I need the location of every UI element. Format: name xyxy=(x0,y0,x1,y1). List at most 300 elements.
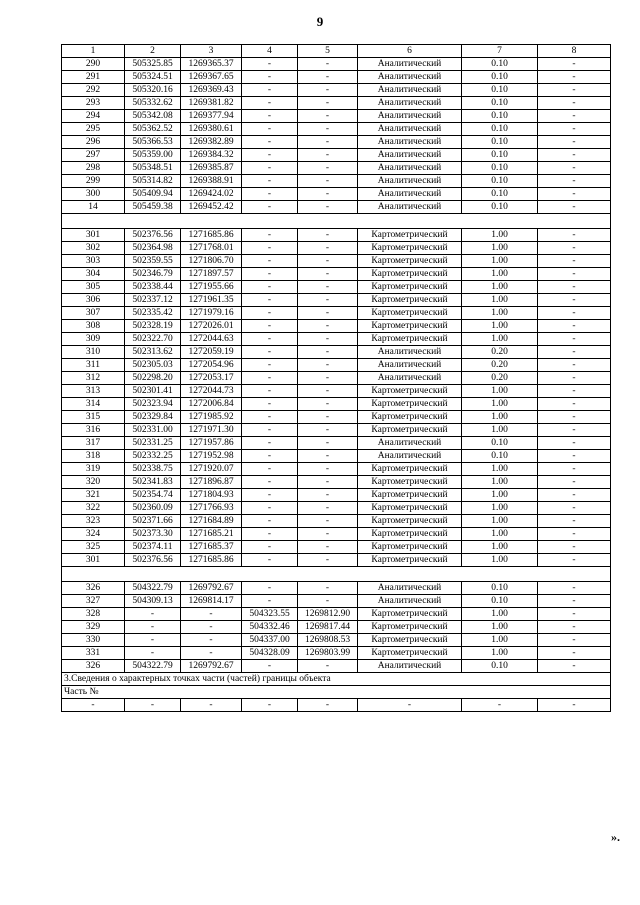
table-cell: - xyxy=(298,450,358,463)
table-cell: - xyxy=(242,136,298,149)
table-cell: - xyxy=(538,149,611,162)
table-cell: Картометрический xyxy=(358,333,462,346)
table-cell: - xyxy=(242,541,298,554)
table-cell: 0.10 xyxy=(462,595,538,608)
table-cell: 1271979.16 xyxy=(181,307,242,320)
table-cell: - xyxy=(462,699,538,712)
table-cell: 308 xyxy=(62,320,125,333)
table-cell: 502338.44 xyxy=(125,281,181,294)
table-cell: 1269424.02 xyxy=(181,188,242,201)
table-cell: 1269803.99 xyxy=(298,647,358,660)
table-cell: Аналитический xyxy=(358,437,462,450)
table-cell: 1271896.87 xyxy=(181,476,242,489)
table-cell: 330 xyxy=(62,634,125,647)
table-cell: 1 xyxy=(62,45,125,58)
table-cell: 504323.55 xyxy=(242,608,298,621)
table-cell: - xyxy=(298,699,358,712)
table-cell: 1269388.91 xyxy=(181,175,242,188)
table-cell: - xyxy=(242,463,298,476)
table-cell: - xyxy=(538,372,611,385)
table-cell: - xyxy=(242,398,298,411)
table-cell: - xyxy=(181,699,242,712)
table-cell: - xyxy=(538,476,611,489)
table-row xyxy=(62,595,611,608)
table-cell: - xyxy=(298,320,358,333)
table-cell: - xyxy=(242,699,298,712)
table-cell: - xyxy=(181,634,242,647)
table-row xyxy=(62,307,611,320)
table-cell: 291 xyxy=(62,71,125,84)
table-cell: 0.10 xyxy=(462,110,538,123)
table-cell: 1271952.98 xyxy=(181,450,242,463)
table-cell: - xyxy=(298,541,358,554)
table-row xyxy=(62,621,611,634)
table-cell: 1269369.43 xyxy=(181,84,242,97)
table-row xyxy=(62,97,611,110)
table-cell: 1269792.67 xyxy=(181,660,242,673)
table-row xyxy=(62,175,611,188)
table-cell: 1271804.93 xyxy=(181,489,242,502)
table-cell: 502371.66 xyxy=(125,515,181,528)
table-cell: - xyxy=(298,595,358,608)
table-cell: 329 xyxy=(62,621,125,634)
table-cell: - xyxy=(538,541,611,554)
table-cell: - xyxy=(538,699,611,712)
table-row xyxy=(62,372,611,385)
table-cell: 505324.51 xyxy=(125,71,181,84)
table-row xyxy=(62,647,611,660)
table-cell: Аналитический xyxy=(358,346,462,359)
table-cell: Аналитический xyxy=(358,359,462,372)
table-cell: - xyxy=(538,97,611,110)
table-cell: - xyxy=(538,84,611,97)
table-cell: 504328.09 xyxy=(242,647,298,660)
table-cell: - xyxy=(242,385,298,398)
table-cell: 0.10 xyxy=(462,71,538,84)
table-cell: 294 xyxy=(62,110,125,123)
table-cell: 504322.79 xyxy=(125,582,181,595)
table-cell: 1272059.19 xyxy=(181,346,242,359)
table-cell: 502341.83 xyxy=(125,476,181,489)
table-cell: - xyxy=(298,201,358,214)
table-cell: Картометрический xyxy=(358,515,462,528)
table-row xyxy=(62,398,611,411)
table-cell: 505332.62 xyxy=(125,97,181,110)
table-cell: 1.00 xyxy=(462,281,538,294)
table-cell: Картометрический xyxy=(358,411,462,424)
table-cell: - xyxy=(298,437,358,450)
table-cell: - xyxy=(298,175,358,188)
table-cell: 1269365.37 xyxy=(181,58,242,71)
table-cell: 323 xyxy=(62,515,125,528)
table-cell: 502301.41 xyxy=(125,385,181,398)
table-cell: - xyxy=(538,437,611,450)
table-cell: Картометрический xyxy=(358,541,462,554)
table-cell: 298 xyxy=(62,162,125,175)
table-cell: Картометрический xyxy=(358,463,462,476)
blank-cell xyxy=(62,214,125,229)
table-cell: - xyxy=(242,320,298,333)
table-cell: - xyxy=(538,515,611,528)
table-cell: - xyxy=(242,437,298,450)
table-cell: 1.00 xyxy=(462,242,538,255)
blank-cell xyxy=(462,214,538,229)
table-cell: - xyxy=(242,84,298,97)
table-cell: 505359.00 xyxy=(125,149,181,162)
table-cell: - xyxy=(298,84,358,97)
table-row xyxy=(62,123,611,136)
table-cell: - xyxy=(298,188,358,201)
table-cell: 1.00 xyxy=(462,489,538,502)
table-cell: 1.00 xyxy=(462,229,538,242)
table-cell: 312 xyxy=(62,372,125,385)
table-cell: - xyxy=(242,359,298,372)
table-cell: - xyxy=(538,450,611,463)
table-cell: 0.10 xyxy=(462,123,538,136)
table-cell: - xyxy=(242,123,298,136)
table-cell: 0.10 xyxy=(462,136,538,149)
table-cell: 327 xyxy=(62,595,125,608)
table-row xyxy=(62,359,611,372)
table-cell: - xyxy=(538,634,611,647)
table-cell: - xyxy=(242,450,298,463)
table-cell: Аналитический xyxy=(358,110,462,123)
table-cell: - xyxy=(242,242,298,255)
table-cell: 1.00 xyxy=(462,621,538,634)
table-cell: Картометрический xyxy=(358,229,462,242)
section-title: 3.Сведения о характерных точках части (частей) границы объекта xyxy=(62,673,611,686)
table-cell: 0.10 xyxy=(462,450,538,463)
table-cell: - xyxy=(242,346,298,359)
table-cell: - xyxy=(298,58,358,71)
table-cell: - xyxy=(538,463,611,476)
table-cell: - xyxy=(538,255,611,268)
table-cell: 0.10 xyxy=(462,201,538,214)
table-cell: - xyxy=(298,229,358,242)
table-cell: 306 xyxy=(62,294,125,307)
table-cell: 322 xyxy=(62,502,125,515)
table-cell: Аналитический xyxy=(358,660,462,673)
table-cell: - xyxy=(242,595,298,608)
blank-cell xyxy=(125,214,181,229)
table-cell: 502373.30 xyxy=(125,528,181,541)
table-cell: - xyxy=(538,268,611,281)
table-cell: - xyxy=(242,515,298,528)
table-cell: - xyxy=(298,398,358,411)
table-cell: - xyxy=(298,149,358,162)
table-cell: - xyxy=(538,294,611,307)
table-row xyxy=(62,333,611,346)
table-cell: - xyxy=(538,424,611,437)
header-row xyxy=(62,45,611,58)
table-cell: 7 xyxy=(462,45,538,58)
table-cell: - xyxy=(538,71,611,84)
table-cell: - xyxy=(242,281,298,294)
table-cell: 1269812.90 xyxy=(298,608,358,621)
table-cell: - xyxy=(298,489,358,502)
table-cell: - xyxy=(538,660,611,673)
part-label-row xyxy=(62,686,611,699)
table-cell: - xyxy=(242,58,298,71)
table-cell: 502359.55 xyxy=(125,255,181,268)
table-cell: - xyxy=(125,621,181,634)
table-row xyxy=(62,268,611,281)
table-cell: - xyxy=(242,372,298,385)
table-cell: - xyxy=(538,281,611,294)
table-cell: 0.10 xyxy=(462,437,538,450)
table-cell: - xyxy=(242,307,298,320)
table-cell: - xyxy=(298,372,358,385)
table-cell: 14 xyxy=(62,201,125,214)
table-cell: 1.00 xyxy=(462,541,538,554)
table-cell: - xyxy=(538,621,611,634)
table-cell: - xyxy=(538,489,611,502)
table-cell: Картометрический xyxy=(358,385,462,398)
table-cell: - xyxy=(538,502,611,515)
table-cell: - xyxy=(125,634,181,647)
table-cell: - xyxy=(538,201,611,214)
table-cell: 502322.70 xyxy=(125,333,181,346)
table-cell: - xyxy=(298,359,358,372)
table-row xyxy=(62,660,611,673)
table-cell: - xyxy=(538,320,611,333)
table-row xyxy=(62,424,611,437)
table-cell: - xyxy=(538,188,611,201)
table-cell: 1271806.70 xyxy=(181,255,242,268)
table-row xyxy=(62,320,611,333)
table-cell: - xyxy=(298,333,358,346)
table-cell: 328 xyxy=(62,608,125,621)
table-cell: 310 xyxy=(62,346,125,359)
table-cell: Аналитический xyxy=(358,84,462,97)
table-cell: - xyxy=(242,97,298,110)
table-cell: 504309.13 xyxy=(125,595,181,608)
table-cell: 1.00 xyxy=(462,515,538,528)
table-cell: 300 xyxy=(62,188,125,201)
table-cell: - xyxy=(538,528,611,541)
coordinates-table xyxy=(61,44,611,712)
table-cell: - xyxy=(181,647,242,660)
table-cell: - xyxy=(538,229,611,242)
table-cell: Картометрический xyxy=(358,424,462,437)
table-cell: - xyxy=(298,242,358,255)
table-cell: - xyxy=(538,359,611,372)
table-cell: 320 xyxy=(62,476,125,489)
blank-cell xyxy=(181,567,242,582)
table-cell: Аналитический xyxy=(358,136,462,149)
table-cell: - xyxy=(242,476,298,489)
table-cell: - xyxy=(538,162,611,175)
table-cell: - xyxy=(62,699,125,712)
table-row xyxy=(62,437,611,450)
table-cell: 505366.53 xyxy=(125,136,181,149)
blank-cell xyxy=(242,214,298,229)
table-cell: 0.20 xyxy=(462,346,538,359)
blank-cell xyxy=(538,214,611,229)
table-cell: - xyxy=(538,582,611,595)
table-row xyxy=(62,634,611,647)
closing-quote-mark: ». xyxy=(611,830,620,844)
table-row xyxy=(62,528,611,541)
table-cell: 311 xyxy=(62,359,125,372)
table-cell: - xyxy=(242,582,298,595)
table-cell: - xyxy=(242,71,298,84)
section-title-row xyxy=(62,673,611,686)
table-cell: 309 xyxy=(62,333,125,346)
table-cell: 505362.52 xyxy=(125,123,181,136)
table-cell: 502331.25 xyxy=(125,437,181,450)
table-cell: Аналитический xyxy=(358,71,462,84)
table-cell: - xyxy=(298,307,358,320)
table-cell: - xyxy=(538,333,611,346)
table-cell: 1.00 xyxy=(462,255,538,268)
blank-cell xyxy=(125,567,181,582)
table-cell: 297 xyxy=(62,149,125,162)
table-cell: - xyxy=(125,699,181,712)
table-cell: 1272044.73 xyxy=(181,385,242,398)
table-cell: - xyxy=(298,294,358,307)
table-cell: 318 xyxy=(62,450,125,463)
table-cell: - xyxy=(298,97,358,110)
table-cell: - xyxy=(298,476,358,489)
table-cell: 502332.25 xyxy=(125,450,181,463)
table-cell: 1.00 xyxy=(462,294,538,307)
table-cell: 504332.46 xyxy=(242,621,298,634)
table-cell: 2 xyxy=(125,45,181,58)
table-cell: Картометрический xyxy=(358,528,462,541)
table-cell: Аналитический xyxy=(358,97,462,110)
table-cell: - xyxy=(538,58,611,71)
table-cell: 502323.94 xyxy=(125,398,181,411)
table-cell: 6 xyxy=(358,45,462,58)
table-cell: 1.00 xyxy=(462,307,538,320)
table-cell: 1269808.53 xyxy=(298,634,358,647)
table-cell: 1269381.82 xyxy=(181,97,242,110)
table-cell: 314 xyxy=(62,398,125,411)
table-cell: 0.20 xyxy=(462,372,538,385)
table-cell: 1269385.87 xyxy=(181,162,242,175)
blank-cell xyxy=(358,214,462,229)
table-cell: 5 xyxy=(298,45,358,58)
table-row xyxy=(62,281,611,294)
table-cell: 0.10 xyxy=(462,175,538,188)
table-cell: - xyxy=(298,162,358,175)
table-cell: 504337.00 xyxy=(242,634,298,647)
table-cell: - xyxy=(298,660,358,673)
table-cell: Аналитический xyxy=(358,162,462,175)
table-cell: - xyxy=(298,123,358,136)
table-cell: 1269792.67 xyxy=(181,582,242,595)
table-cell: - xyxy=(242,268,298,281)
table-row xyxy=(62,515,611,528)
table-cell: 0.10 xyxy=(462,84,538,97)
table-row xyxy=(62,463,611,476)
table-row xyxy=(62,476,611,489)
table-cell: Аналитический xyxy=(358,201,462,214)
table-cell: - xyxy=(298,268,358,281)
table-cell: 502354.74 xyxy=(125,489,181,502)
table-cell: 1272053.17 xyxy=(181,372,242,385)
table-cell: 1.00 xyxy=(462,634,538,647)
table-row xyxy=(62,71,611,84)
table-cell: - xyxy=(298,71,358,84)
table-cell: 1271961.35 xyxy=(181,294,242,307)
table-row xyxy=(62,84,611,97)
table-cell: 1271766.93 xyxy=(181,502,242,515)
table-cell: 1271684.89 xyxy=(181,515,242,528)
table-cell: 505409.94 xyxy=(125,188,181,201)
table-cell: 290 xyxy=(62,58,125,71)
table-cell: 1.00 xyxy=(462,333,538,346)
table-cell: Картометрический xyxy=(358,242,462,255)
table-cell: - xyxy=(538,411,611,424)
table-cell: - xyxy=(242,333,298,346)
table-cell: 1269377.94 xyxy=(181,110,242,123)
table-cell: 303 xyxy=(62,255,125,268)
table-cell: 1271768.01 xyxy=(181,242,242,255)
table-cell: Картометрический xyxy=(358,489,462,502)
table-cell: Аналитический xyxy=(358,582,462,595)
table-cell: 1269367.65 xyxy=(181,71,242,84)
table-cell: 331 xyxy=(62,647,125,660)
blank-cell xyxy=(62,567,125,582)
table-cell: - xyxy=(538,175,611,188)
table-cell: 1.00 xyxy=(462,424,538,437)
table-cell: - xyxy=(242,660,298,673)
table-cell: 293 xyxy=(62,97,125,110)
table-cell: 1.00 xyxy=(462,268,538,281)
table-cell: 505314.82 xyxy=(125,175,181,188)
table-row xyxy=(62,411,611,424)
table-cell: 0.10 xyxy=(462,162,538,175)
table-cell: Картометрический xyxy=(358,554,462,567)
table-row xyxy=(62,188,611,201)
table-cell: 1271920.07 xyxy=(181,463,242,476)
blank-cell xyxy=(181,214,242,229)
table-cell: - xyxy=(242,528,298,541)
table-cell: Аналитический xyxy=(358,58,462,71)
table-cell: 321 xyxy=(62,489,125,502)
table-cell: 1271685.86 xyxy=(181,229,242,242)
table-cell: - xyxy=(538,554,611,567)
table-cell: 1271897.57 xyxy=(181,268,242,281)
table-cell: - xyxy=(242,175,298,188)
table-cell: - xyxy=(242,149,298,162)
table-row xyxy=(62,346,611,359)
table-cell: - xyxy=(538,346,611,359)
table-cell: - xyxy=(125,647,181,660)
table-cell: Аналитический xyxy=(358,149,462,162)
table-cell: 505325.85 xyxy=(125,58,181,71)
table-cell: 1269452.42 xyxy=(181,201,242,214)
table-cell: Картометрический xyxy=(358,621,462,634)
table-cell: 1271955.66 xyxy=(181,281,242,294)
table-cell: - xyxy=(242,229,298,242)
table-cell: Картометрический xyxy=(358,294,462,307)
table-cell: - xyxy=(538,595,611,608)
table-cell: Аналитический xyxy=(358,175,462,188)
table-row xyxy=(62,58,611,71)
table-row xyxy=(62,255,611,268)
table-cell: 502331.00 xyxy=(125,424,181,437)
table-cell: 1271685.86 xyxy=(181,554,242,567)
table-row xyxy=(62,554,611,567)
table-row xyxy=(62,149,611,162)
table-cell: 505342.08 xyxy=(125,110,181,123)
table-cell: - xyxy=(242,489,298,502)
table-cell: 1.00 xyxy=(462,647,538,660)
table-row xyxy=(62,136,611,149)
